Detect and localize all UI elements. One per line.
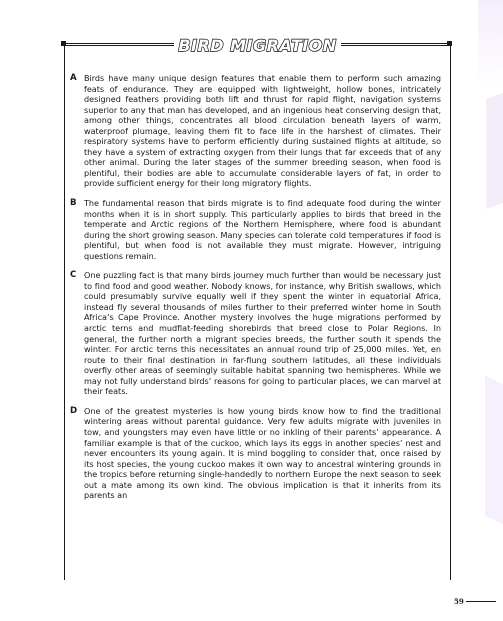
page-number-rule <box>466 601 496 602</box>
background-decoration <box>485 376 503 524</box>
paragraph-letter: C <box>70 270 77 281</box>
paragraph-text: Birds have many unique design features that enable them to perform such amazing feats of endurance. They are equipped with lightweight, hollow bones, intricately designed feathers providing both lift and thrust for rapid flight, navigation systems superior to any that man has developed, and an ingenious heat conserving design that, among other things, concentrates all blood circulation beneath layers of warm, waterproof plumage, leaving them fit to face life in the harshest of climates. Their respiratory systems have to perform efficiently during sustained flights at altitude, so they have a system of extracting oxygen from their lungs that far exceeds that of any other animal. During the later stages of the summer breeding season, when food is plentiful, their bodies are able to accumulate considerable layers of fat, in order to provide sufficient energy for their long migratory flights. <box>84 73 441 189</box>
paragraph-c <box>70 270 441 397</box>
page-number: 59 <box>454 597 464 606</box>
paragraph-d <box>70 406 441 501</box>
paragraph-letter: D <box>70 405 78 416</box>
paragraph-letter: A <box>70 73 77 83</box>
page-title-text: BIRD MIGRATION <box>174 36 340 55</box>
background-decoration <box>478 0 503 90</box>
paragraph-text: One puzzling fact is that many birds journey much further than would be necessary just to find food and good weather. Nobody knows, for instance, why British swallows, which could presumably survive equally well if they spent the winter in equatorial Africa, instead fly several thousands of miles further to their preferred winter home in South Africa’s Cape Province. Another mystery involves the huge migrations performed by arctic terns and mudflat-feeding shorebirds that breed close to Polar Regions. In general, the further north a migrant species breeds, the further south it spends the winter. For arctic terns this necessitates an annual round trip of 25,000 miles. Yet, en route to their final destination in far-flung southern latitudes, all these individuals overfly other areas of seemingly suitable habitat spanning two hemispheres. While we may not fully understand birds’ reasons for going to particular places, we can marvel at their feats. <box>84 270 441 397</box>
page-title <box>64 36 451 55</box>
paragraph-text: The fundamental reason that birds migrate is to find adequate food during the winter months when it is in short supply. This particularly applies to birds that breed in the temperate and Arctic regions of the Northern Hemisphere, where food is abundant during the short growing season. Many species can tolerate cold temperatures if food is plentiful, but when food is not available they must migrate. However, intriguing questions remain. <box>84 198 441 261</box>
paragraph-letter: B <box>70 198 77 209</box>
paragraph-text: One of the greatest mysteries is how young birds know how to find the traditional wintering areas without parental guidance. Very few adults migrate with juveniles in tow, and youngsters may even have little or no inkling of their parents’ appearance. A familiar example is that of the cuckoo, which lays its eggs in another species’ nest and never encounters its young again. It is mind boggling to consider that, once raised by its host species, the young cuckoo makes it own way to ancestral wintering grounds in the tropics before returning single-handedly to northern Europe the next season to seek out a mate among its own kind. The obvious implication is that it inherits from its parents an <box>84 405 441 501</box>
paragraph-a <box>70 73 441 189</box>
background-decoration <box>486 93 503 209</box>
article-body <box>70 73 441 510</box>
paragraph-b <box>70 198 441 261</box>
